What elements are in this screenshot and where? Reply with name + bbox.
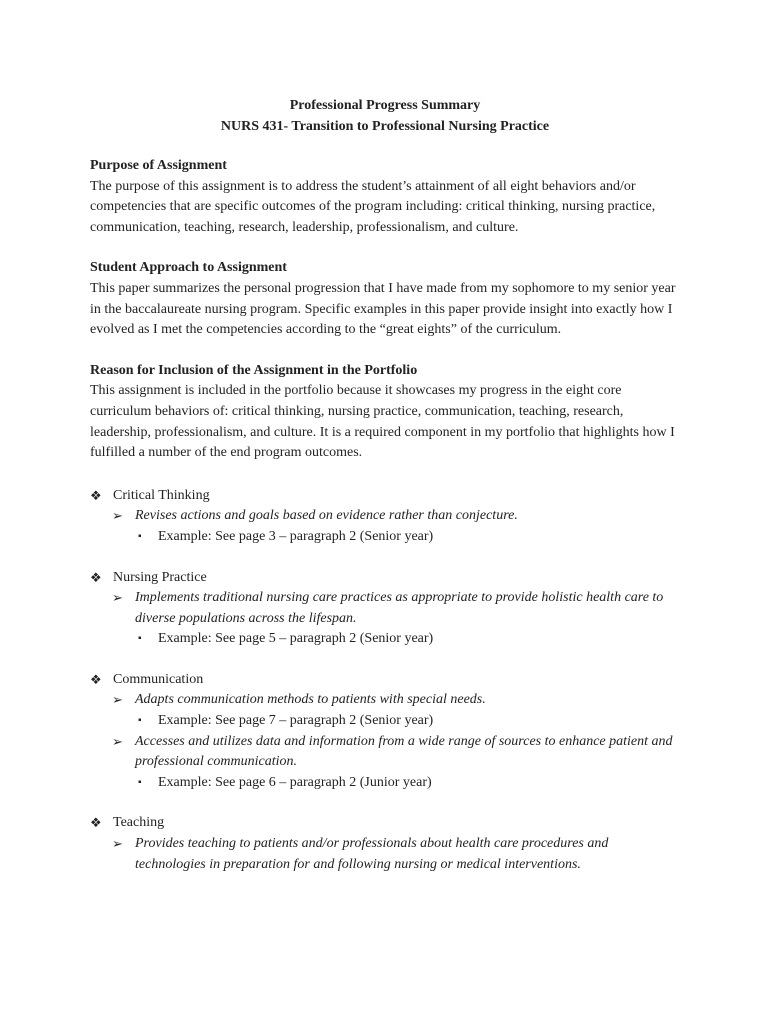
- example-text: Example: See page 5 – paragraph 2 (Senior year): [158, 631, 434, 647]
- section-heading-approach: Student Approach to Assignment: [90, 260, 287, 276]
- section-heading-reason: Reason for Inclusion of the Assignment in the Portfolio: [90, 362, 418, 378]
- outcome-example: [90, 527, 680, 548]
- behavior-text: Provides teaching to patients and/or professionals about health care procedures and technologies in preparation for and following nursing or medical interventions.: [135, 836, 609, 872]
- behavior-text: Revises actions and goals based on evidence rather than conjecture.: [135, 508, 518, 524]
- arrow-bullet-icon: ➢: [112, 508, 123, 524]
- outcome-behavior: [90, 834, 680, 875]
- example-text: Example: See page 7 – paragraph 2 (Senior year): [158, 713, 434, 729]
- outcome-title: Communication: [113, 671, 204, 687]
- outcome-title: Critical Thinking: [113, 487, 210, 503]
- outcome-example: [90, 711, 680, 732]
- outcome-example: [90, 629, 680, 650]
- square-bullet-icon: ▪: [138, 530, 142, 542]
- section-body-reason: This assignment is included in the portfolio because it showcases my progress in the eight core curriculum behaviors of: critical thinking, nursing practice, communication, teaching, research, leadership, professionalism, and culture. It is a required component in my portfolio that highlights how I fulfilled a number of the end program outcomes.: [90, 383, 675, 461]
- course-title: NURS 431- Transition to Professional Nursing Practice: [220, 119, 550, 134]
- arrow-bullet-icon: ➢: [112, 836, 123, 852]
- square-bullet-icon: ▪: [138, 715, 142, 727]
- outcome-behavior: [90, 732, 680, 773]
- outcome-title: Nursing Practice: [113, 569, 207, 585]
- diamond-bullet-icon: ❖: [90, 569, 102, 585]
- arrow-bullet-icon: ➢: [112, 590, 123, 606]
- square-bullet-icon: ▪: [138, 633, 142, 645]
- arrow-bullet-icon: ➢: [112, 733, 123, 749]
- behavior-text: Accesses and utilizes data and information from a wide range of sources to enhance patient and professional communication.: [135, 733, 673, 770]
- behavior-text: Adapts communication methods to patients with special needs.: [135, 692, 486, 708]
- section-body-purpose: The purpose of this assignment is to address the student’s attainment of all eight behaviors and/or competencies that are specific outcomes of the program including: critical thinking, nursing practice, communication, teaching, research, leadership, professionalism, and culture.: [90, 178, 656, 235]
- diamond-bullet-icon: ❖: [90, 815, 102, 831]
- outcome-example: [90, 773, 680, 794]
- example-text: Example: See page 3 – paragraph 2 (Senior year): [158, 528, 434, 544]
- diamond-bullet-icon: ❖: [90, 487, 102, 503]
- arrow-bullet-icon: ➢: [112, 692, 123, 708]
- section-heading-purpose: Purpose of Assignment: [90, 158, 227, 173]
- outcome-critical-thinking: [90, 486, 680, 507]
- outcome-behavior: [90, 588, 680, 629]
- outcome-title: Teaching: [113, 815, 165, 831]
- document-content: [90, 95, 680, 875]
- outcome-behavior: [90, 506, 680, 527]
- outcome-communication: [90, 670, 680, 691]
- outcome-nursing-practice: [90, 568, 680, 589]
- outcome-teaching: [90, 813, 680, 834]
- section-body-approach: This paper summarizes the personal progression that I have made from my sophomore to my senior year in the baccalaureate nursing program. Specific examples in this paper provide insight into exactly how I evolved as I met the competencies according to the “great eights” of the curriculum.: [90, 280, 676, 338]
- example-text: Example: See page 6 – paragraph 2 (Junior year): [158, 774, 432, 790]
- document-title: Professional Progress Summary: [289, 98, 481, 113]
- diamond-bullet-icon: ❖: [90, 671, 102, 687]
- behavior-text: Implements traditional nursing care practices as appropriate to provide holistic health care to diverse populations across the lifespan.: [135, 590, 664, 626]
- square-bullet-icon: ▪: [138, 776, 142, 788]
- outcome-behavior: [90, 690, 680, 711]
